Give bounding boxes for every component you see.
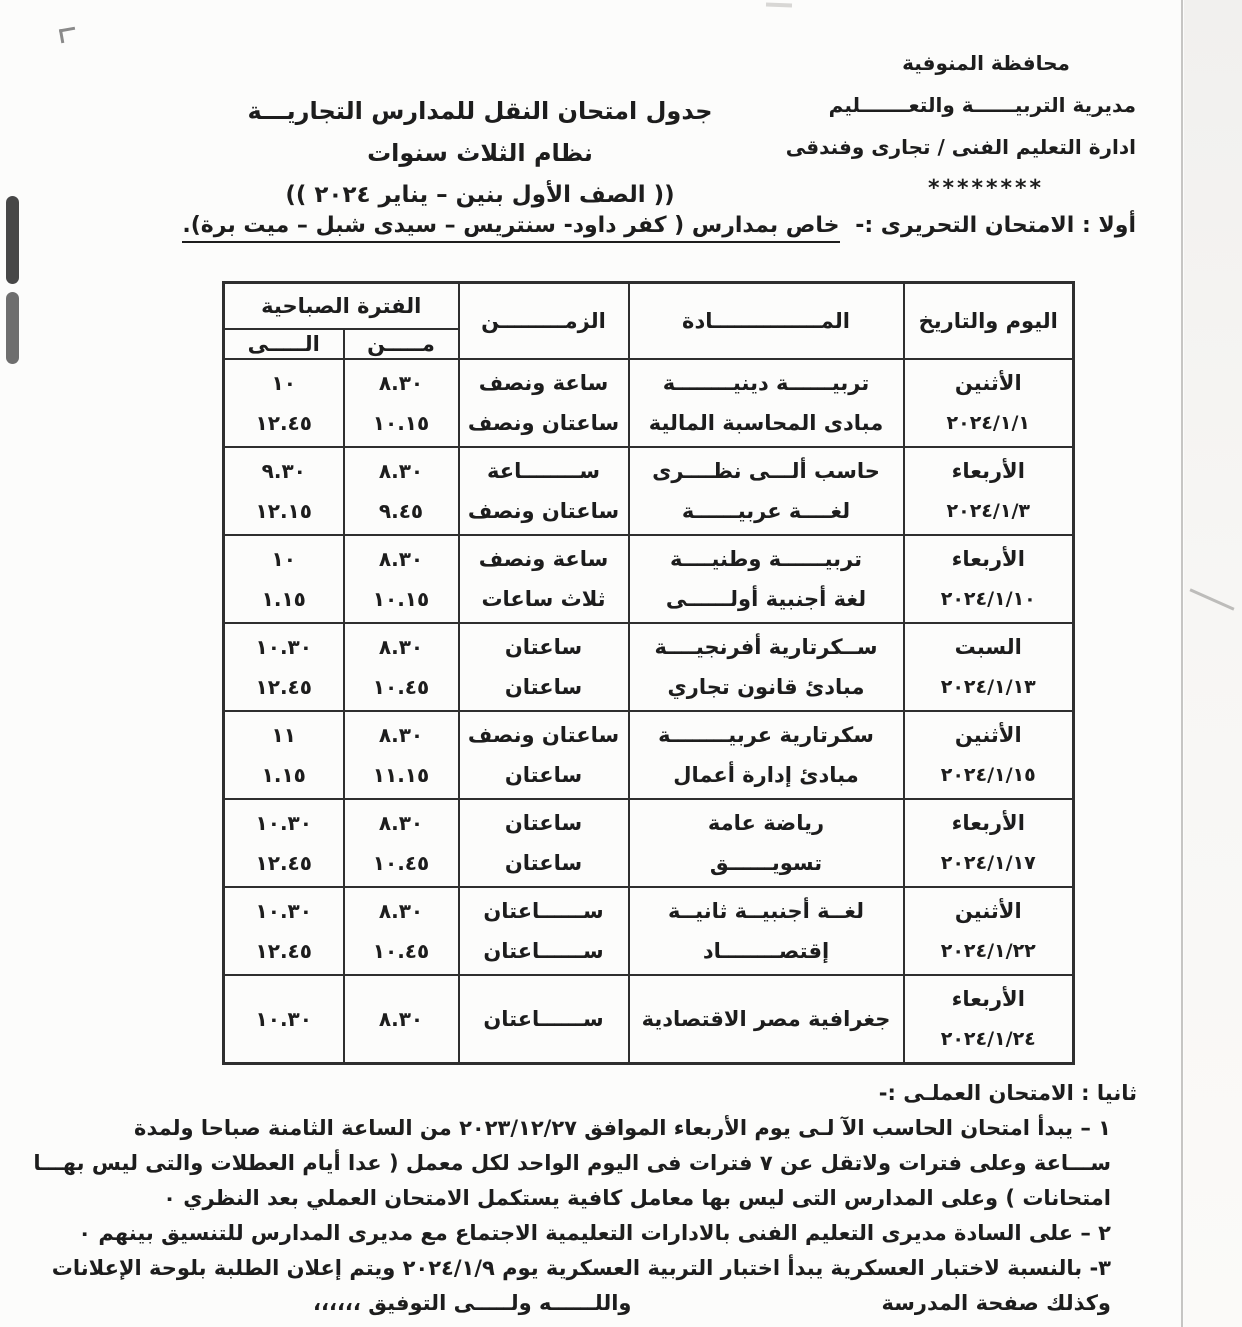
cell-from-times <box>344 359 459 447</box>
note-3-line-2: وكذلك صفحة المدرسة <box>881 1291 1111 1315</box>
cell-subjects <box>629 359 904 447</box>
cell-day-date <box>904 887 1074 975</box>
subject-1: سكرتارية عربيــــــــة <box>658 722 874 747</box>
separator-line: ******** <box>927 176 1045 201</box>
letterhead <box>785 42 1136 210</box>
section-first-heading <box>106 213 1136 238</box>
day-name: الأربعاء <box>951 546 1025 571</box>
cell-subjects <box>629 887 904 975</box>
cell-day-date <box>904 623 1074 711</box>
day-date: ٢٠٢٤/١/٢٤ <box>940 1027 1036 1050</box>
duration-1: ساعة ونصف <box>478 370 609 395</box>
section-second-heading: ثانيا : الامتحان العملـى :- <box>878 1081 1137 1105</box>
scan-top-mark <box>766 3 792 8</box>
duration-1: ساعتان <box>504 634 583 659</box>
scrollbar-artifact-top <box>6 196 19 284</box>
from-time-2: ١٠.١٥ <box>372 410 430 435</box>
schedule-row <box>224 623 1074 711</box>
cell-durations <box>459 711 629 799</box>
to-time-1: ١٠.٣٠ <box>255 898 312 923</box>
duration-1: ساعتان <box>504 810 583 835</box>
note-2: ٢ – على السادة مديرى التعليم الفنى بالادارات التعليمية الاجتماع مع مديرى المدارس للتنسيق بينهم ٠ <box>78 1221 1111 1245</box>
cell-durations <box>459 623 629 711</box>
scan-edge-strip <box>1184 0 1242 1327</box>
schedule-row <box>224 975 1074 1064</box>
subject-2: مبادى المحاسبة المالية <box>648 410 884 435</box>
from-time-1: ٨.٣٠ <box>378 546 424 571</box>
day-name: الأثنين <box>954 898 1022 923</box>
duration-1: ســــــاعتان <box>483 898 604 923</box>
duration-2: ســــــاعتان <box>483 938 604 963</box>
cell-day-date <box>904 535 1074 623</box>
schedule-row <box>224 799 1074 887</box>
header-subject: المـــــــــــــــادة <box>629 283 904 359</box>
header-morning-period: الفترة الصباحية <box>224 283 459 329</box>
closing-phrase: واللــــــه ولـــــى التوفيق ،،،،،، <box>313 1291 632 1315</box>
subject-2: مبادئ قانون تجاري <box>667 674 865 699</box>
to-time-2: ١.١٥ <box>261 762 306 787</box>
schedule-row <box>224 447 1074 535</box>
cell-to-times <box>224 447 344 535</box>
exam-schedule-table <box>222 281 1075 1065</box>
day-name: الأثنين <box>954 722 1022 747</box>
to-time-1: ١٠ <box>271 546 296 571</box>
from-time-1: ٨.٣٠ <box>378 370 424 395</box>
cell-durations <box>459 447 629 535</box>
cell-from-times <box>344 887 459 975</box>
cell-from-times <box>344 975 459 1064</box>
day-date: ٢٠٢٤/١/٣ <box>946 499 1030 522</box>
duration-1: ساعتان ونصف <box>467 722 620 747</box>
header-duration: الزمـــــــــن <box>459 283 629 359</box>
day-date: ٢٠٢٤/١/٢٢ <box>940 939 1036 962</box>
from-time-1: ٨.٣٠ <box>378 810 424 835</box>
to-time-1: ١٠.٣٠ <box>255 1006 312 1031</box>
subject-1: تربيــــــة وطنيــــة <box>670 546 862 571</box>
cell-from-times <box>344 711 459 799</box>
day-name: الأربعاء <box>951 986 1025 1011</box>
to-time-2: ١٢.٤٥ <box>255 410 312 435</box>
subject-2: مبادئ إدارة أعمال <box>673 762 859 787</box>
duration-2: ساعتان <box>504 674 583 699</box>
cell-to-times <box>224 887 344 975</box>
subject-1: ســكرتارية أفرنجيــــة <box>654 634 878 659</box>
cell-subjects <box>629 447 904 535</box>
cell-from-times <box>344 447 459 535</box>
duration-1: ساعة ونصف <box>478 546 609 571</box>
to-time-1: ١٠.٣٠ <box>255 810 312 835</box>
from-time-2: ١٠.٤٥ <box>372 850 430 875</box>
cell-subjects <box>629 799 904 887</box>
subject-1: تربيــــــة دينيــــــــة <box>662 370 870 395</box>
subject-1: حاسب ألـــى نظــــرى <box>652 458 880 483</box>
day-name: الأربعاء <box>951 458 1025 483</box>
note-3-line-2-row <box>105 1286 1137 1321</box>
cell-day-date <box>904 711 1074 799</box>
schools-list: خاص بمدارس ( كفر داود- سنتريس – سيدى شبل – ميت برة). <box>182 213 839 243</box>
scan-edge-line <box>1181 0 1183 1327</box>
duration-2: ساعتان ونصف <box>467 410 620 435</box>
header-from: مـــــن <box>344 329 459 359</box>
cell-to-times <box>224 535 344 623</box>
from-time-2: ١٠.٤٥ <box>372 674 430 699</box>
from-time-1: ٨.٣٠ <box>378 898 424 923</box>
to-time-2: ١.١٥ <box>261 586 306 611</box>
to-time-2: ١٢.٤٥ <box>255 938 312 963</box>
cell-subjects <box>629 975 904 1064</box>
subject-1: لغــة أجنبيــة ثانيــة <box>668 898 864 923</box>
cell-subjects <box>629 623 904 711</box>
cell-from-times <box>344 623 459 711</box>
subject-2: لغــــة عربيــــــة <box>681 498 851 523</box>
day-date: ٢٠٢٤/١/١٠ <box>940 587 1036 610</box>
cell-to-times <box>224 623 344 711</box>
cell-durations <box>459 535 629 623</box>
duration-1: ســــــــاعة <box>486 458 601 483</box>
schedule-table-head <box>224 283 1074 359</box>
header-to: الـــــى <box>224 329 344 359</box>
day-name: الأربعاء <box>951 810 1025 835</box>
document-title-block <box>165 90 795 216</box>
directorate-line: مديرية التربيــــــة والتعـــــــليم <box>828 93 1136 117</box>
document-subtitle: نظام الثلاث سنوات <box>367 139 593 167</box>
schedule-row <box>224 359 1074 447</box>
to-time-1: ٩.٣٠ <box>261 458 306 483</box>
document-title: جدول امتحان النقل للمدارس التجاريـــة <box>247 97 713 125</box>
cell-day-date <box>904 975 1074 1064</box>
cell-to-times <box>224 711 344 799</box>
cell-durations <box>459 799 629 887</box>
scan-corner-mark <box>59 27 77 44</box>
duration-2: ساعتان <box>504 850 583 875</box>
day-date: ٢٠٢٤/١/١ <box>946 411 1030 434</box>
day-date: ٢٠٢٤/١/١٧ <box>940 851 1036 874</box>
grade-and-date-line: (( الصف الأول بنين – يناير ٢٠٢٤ )) <box>285 182 675 208</box>
from-time-2: ١٠.٤٥ <box>372 938 430 963</box>
subject-2: إقتصــــــــاد <box>702 938 830 963</box>
from-time-1: ٨.٣٠ <box>378 722 424 747</box>
to-time-2: ١٢.٤٥ <box>255 674 312 699</box>
cell-subjects <box>629 711 904 799</box>
governorate-line: محافظة المنوفية <box>902 51 1070 75</box>
from-time-1: ٨.٣٠ <box>378 634 424 659</box>
written-exam-label: أولا : الامتحان التحريرى :- <box>855 213 1136 238</box>
cell-from-times <box>344 799 459 887</box>
subject-1: جغرافية مصر الاقتصادية <box>641 1006 891 1031</box>
to-time-2: ١٢.١٥ <box>255 498 312 523</box>
cell-subjects <box>629 535 904 623</box>
day-date: ٢٠٢٤/١/١٥ <box>940 763 1036 786</box>
to-time-1: ١٠.٣٠ <box>255 634 312 659</box>
cell-durations <box>459 975 629 1064</box>
subject-2: لغة أجنبية أولــــــى <box>665 586 867 611</box>
from-time-1: ٨.٣٠ <box>378 1006 424 1031</box>
note-1-line-3: امتحانات ) وعلى المدارس التى ليس بها معامل كافية يستكمل الامتحان العملي بعد النظري ٠ <box>163 1186 1111 1210</box>
schedule-row <box>224 887 1074 975</box>
day-name: الأثنين <box>954 370 1022 395</box>
cell-from-times <box>344 535 459 623</box>
cell-to-times <box>224 799 344 887</box>
cell-durations <box>459 359 629 447</box>
duration-2: ثلاث ساعات <box>481 586 606 611</box>
to-time-2: ١٢.٤٥ <box>255 850 312 875</box>
day-name: السبت <box>954 634 1022 659</box>
note-3-line-1: ٣- بالنسبة لاختبار العسكرية يبدأ اختبار التربية العسكرية يوم ٢٠٢٤/١/٩ ويتم إعلان الطلبة بلوحة الإعلانات <box>51 1256 1111 1280</box>
from-time-2: ١١.١٥ <box>372 762 430 787</box>
cell-day-date <box>904 359 1074 447</box>
cell-to-times <box>224 975 344 1064</box>
schedule-row <box>224 711 1074 799</box>
subject-1: رياضة عامة <box>707 810 825 835</box>
note-1-line-1: ١ – يبدأ امتحان الحاسب الآ لـى يوم الأربعاء الموافق ٢٠٢٣/١٢/٢٧ من الساعة الثامنة صباحا ولمدة <box>134 1116 1111 1140</box>
to-time-1: ١٠ <box>271 370 296 395</box>
from-time-2: ٩.٤٥ <box>378 498 424 523</box>
practical-exam-section <box>33 1076 1137 1321</box>
day-date: ٢٠٢٤/١/١٣ <box>940 675 1036 698</box>
cell-day-date <box>904 447 1074 535</box>
to-time-1: ١١ <box>271 722 296 747</box>
administration-line: ادارة التعليم الفنى / تجارى وفندقى <box>785 135 1136 159</box>
subject-2: تسويــــــق <box>709 850 823 875</box>
from-time-2: ١٠.١٥ <box>372 586 430 611</box>
note-1-line-2: ســـاعة وعلى فترات ولاتقل عن ٧ فترات فى اليوم الواحد لكل معمل ( عدا أيام العطلات والتى ليس بهـــا <box>33 1151 1111 1175</box>
duration-2: ساعتان ونصف <box>467 498 620 523</box>
duration-2: ساعتان <box>504 762 583 787</box>
header-day-date: اليوم والتاريخ <box>904 283 1074 359</box>
from-time-1: ٨.٣٠ <box>378 458 424 483</box>
duration-1: ســــــاعتان <box>483 1006 604 1031</box>
schedule-table-body <box>224 359 1074 1064</box>
cell-to-times <box>224 359 344 447</box>
scrollbar-artifact-bottom <box>6 292 19 364</box>
cell-day-date <box>904 799 1074 887</box>
cell-durations <box>459 887 629 975</box>
schedule-row <box>224 535 1074 623</box>
